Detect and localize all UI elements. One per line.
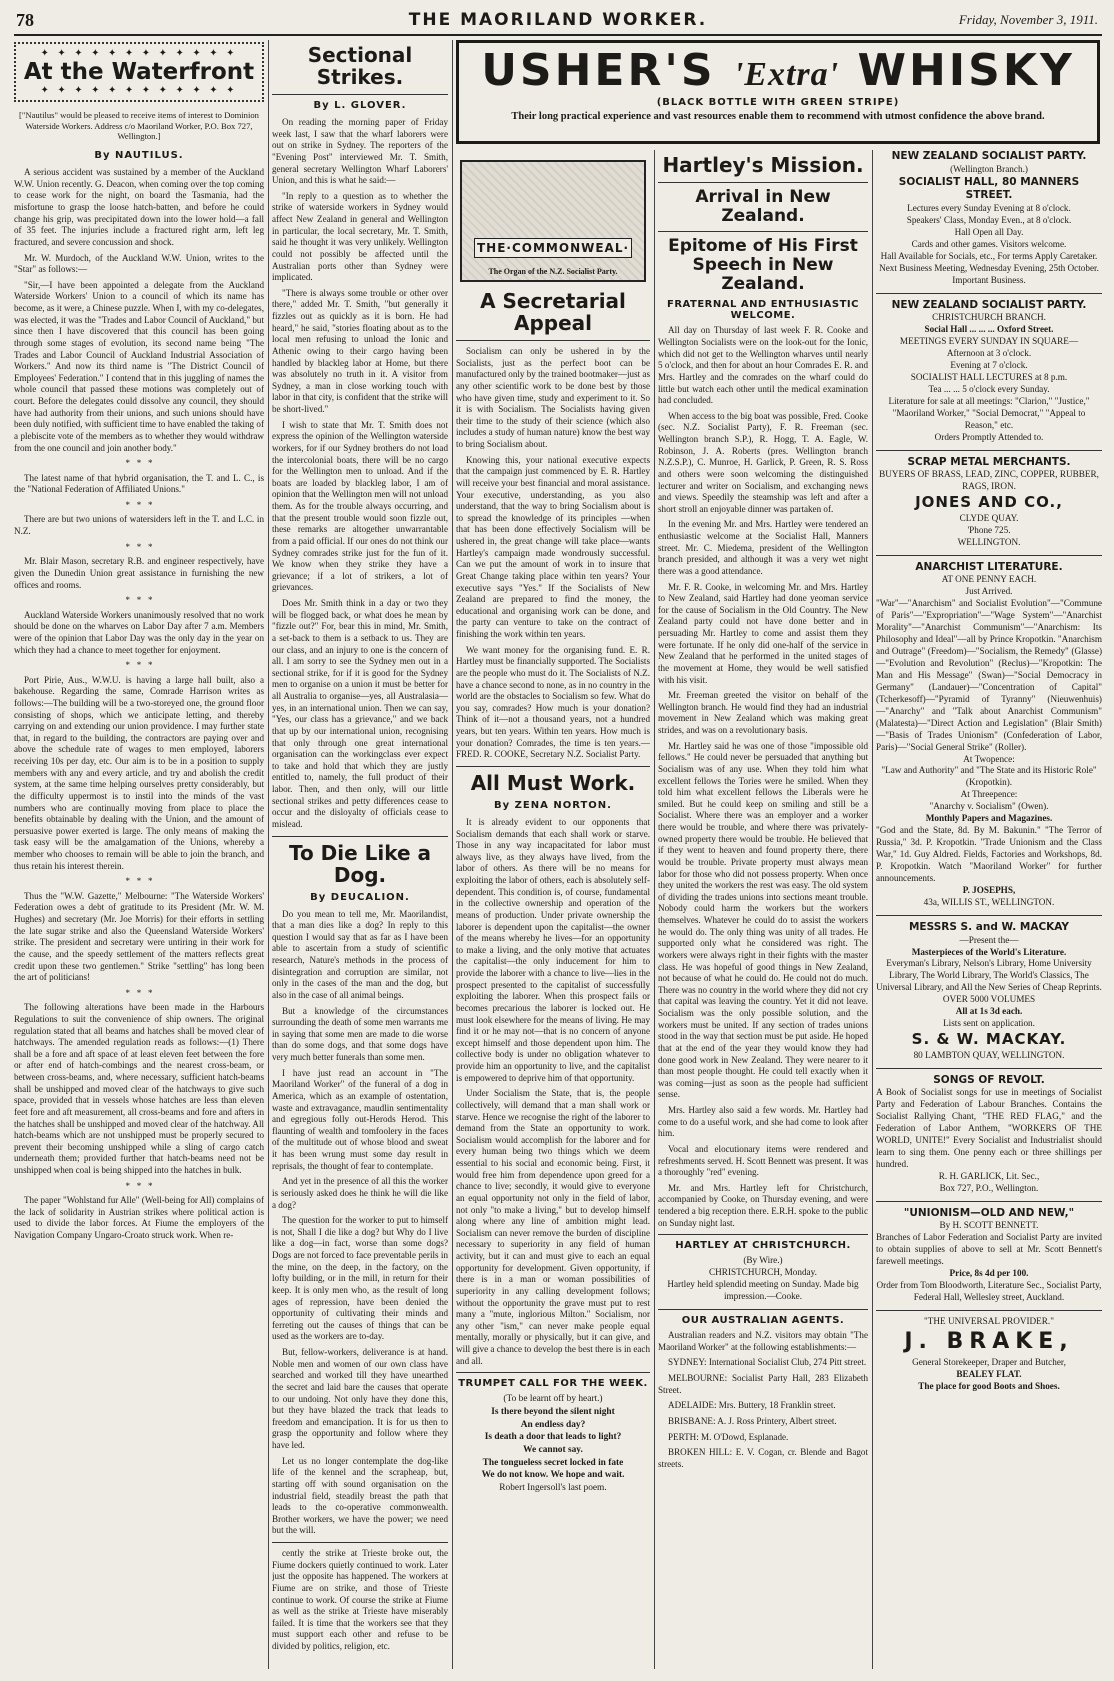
agents-title: OUR AUSTRALIAN AGENTS. bbox=[681, 1315, 845, 1327]
divider bbox=[876, 293, 1102, 294]
article-paragraph: It is already evident to our opponents that Socialism demands that each shall work or starve. Those in any way incapacitated for labor must always live, as they always have lived, from the labor of others. As there will be no means for exploiting the labor of others, each is absolutely self-dependent. This condition is, of course, fundamental in the collective ownership and operation of the means of production. Under private ownership the laborer is dependent upon the capitalist—the owner of the means whereby he lives—for an opportunity to make a living, and the only motive that actuates the capitalist—the only inducement for him to provide the laborer with a chance to live—lies in the prospect presented to the capitalist of successfully exploiting the laborer. When this prospect fails or becomes precarious the laborer is locked out. He must look elsewhere for the means of living. He may find it or he may not—that is no concern of anyone except himself and those dependent upon him. The collective body is under no obligation whatever to provide him an opportunity to live, and the capitalist is empowered to deprive him of that opportunity. bbox=[456, 816, 650, 1083]
article-paragraph: I wish to state that Mr. T. Smith does not express the opinion of the Wellington waterside workers, for if our Sydney brothers do not load the intercolonial boats, there will be no cargo for the Wellington men to unload. And if the boats are loaded by blackleg labor, I am of opinion that the Wellington men will not unload them. As for the trouble always occurring, and that the present trouble would soon fizzle out, these remarks are altogether unwarrantable from a paid official. If our ones do not think our Sydney comrades strike just for the fun of it. We know when they strike they have a grievance; if a lot of strikers, a lot of grievances. bbox=[272, 419, 448, 593]
column-waterfront bbox=[14, 40, 264, 1665]
column-commonweal bbox=[456, 150, 650, 1665]
advert-line: —Present the— bbox=[959, 934, 1019, 945]
advert-line: Next Business Meeting, Wednesday Evening, 25th October. Important Business. bbox=[879, 262, 1099, 285]
advert-line: CHRISTCHURCH BRANCH. bbox=[932, 312, 1046, 323]
verse-line: (To be learnt off by heart.) bbox=[503, 1394, 603, 1405]
advert-line: All at 1s 3d each. bbox=[955, 1006, 1023, 1017]
appeal-article bbox=[456, 346, 650, 761]
article-paragraph: There are but two unions of watersiders left in the T. and L.C. in N.Z. bbox=[14, 514, 264, 537]
advert-name: P. JOSEPHS, bbox=[962, 885, 1016, 895]
section-divider: * * * bbox=[125, 541, 153, 552]
trumpet-verse bbox=[456, 1393, 650, 1495]
mackay-advert bbox=[876, 921, 1102, 1062]
verse-line: Robert Ingersoll's last poem. bbox=[499, 1483, 607, 1494]
nzsp-christchurch-advert bbox=[876, 299, 1102, 444]
anarchist-literature-advert bbox=[876, 561, 1102, 909]
divider bbox=[876, 450, 1102, 451]
article-paragraph: Thus the "W.W. Gazette," Melbourne: "The Waterside Workers' Federation owes a debt of gratitude to its President (Mr. W. M. Hughes) and secretary (Mr. Joe Morris) for their efforts in settling the late sugar strike and also the Queensland Waterside Workers' strike. The president and secretary were untiring in their work for the cause, and the speedy settlement of the matters reflects great credit upon these two gentlemen." Strike "settling" has long been the art of politicians! bbox=[14, 890, 264, 983]
article-paragraph: I have just read an account in "The Maoriland Worker" of the funeral of a dog in America, which as an example of ostentation, waste and extravagance, maudlin sentimentality and egregious folly out-Herods Herod. This flaunting of wealth and tomfoolery in the faces of the multitude out of whose blood and sweat it has been wrung must some day result in reprisals, the thought of fear to contemplate. bbox=[272, 1067, 448, 1171]
advert-body: "God and the State, 8d. By M. Bakunin." "The Terror of Russia," 3d. P. Kropotkin. "Trade Unionism and the Class War," 1d. Guy Aldred. Fields, Factories and Workshops, 8d. P. Kropotkin. Watch "Maoriland Worker" for further announcements. bbox=[876, 825, 1102, 884]
article-paragraph: Mr. Hartley said he was one of those "impossible old fellows." He could never be persuaded that anything but Socialism was of any use. When they told him what excellent fellows the Tories were he smiled. When they told him what excellent fellows the Liberals were he smiled. But he could keep on smiling and still be a Socialist. Where there was an employer and a worker there would be trouble, and where there was privately-owned property there would be trouble. He believed that if they went to heaven and found property there, there would be trouble. Private property must always mean labor for those who did not possess property. When once they united the workers the rest was easy. The old system of dividing the trades unions into sections meant trouble. Nobody could harm the workers but the workers themselves. Whatever he could do to assist the workers he would do. The only thing was unity of all trades. He supported only what he considered was right. The workers were always right in their fights with the master class. He was hopeful of good things in New Zealand, not because of what he could do. He could not do much. There was no country in the world where they did not cry that capital was leaving the country. Yet it did not leave. Socialism was the only possible solution, and the workers must be united. If any section of trades unions stood in the way that section must be put aside. He hoped that at the end of the year they would know they had done good work in New Zealand. They were nearer to it than most people thought. He could tell exactly when it was coming—just as soon as the people had sufficient sense. bbox=[658, 740, 868, 1100]
advert-line: AT ONE PENNY EACH. bbox=[941, 574, 1037, 585]
article-paragraph: But, fellow-workers, deliverance is at hand. Noble men and women of our own class have searched and worked till they have unearthed the secret and laid bare the causes that operate to our undoing. Not only have they done this, but they have blazed the track that leads to freedom and emancipation. It is for us then to grasp the opportunity and follow where they have led. bbox=[272, 1347, 448, 1450]
allmust-article bbox=[456, 817, 650, 1367]
article-paragraph: Mr. W. Murdoch, of the Auckland W.W. Union, writes to the "Star" as follows:— bbox=[14, 252, 264, 275]
article-paragraph: The paper "Wohlstand fur Alle" (Well-being for All) complains of the lack of solidarity in Austrian strikes where political action is used to divide the labor forces. At Fiume the employers of the Navigation Company Ungaro-Croato struck work. When re- bbox=[14, 1195, 264, 1241]
continued-article bbox=[272, 1548, 448, 1653]
article-paragraph: When access to the big boat was possible, Fred. Cooke (sec. N.Z. Socialist Party), F. R. Freeman (sec. Wellington branch S.P.), R. Hogg, T. A. Eagle, W. Robinson, J. A. Roberts (pres. Wellington branch N.Z.S.P.), C. Munroe, H. Garlick, P. Green, R. S. Ross and others were soon welcoming the distinguished lecturer and writer on Socialism, and exchanging news and views. Speedily the steamship was left and after a short stroll an enjoyable dinner was partaken of. bbox=[658, 410, 868, 514]
hartley-welcome: FRATERNAL AND ENTHUSIASTIC WELCOME. bbox=[667, 299, 859, 322]
advert-body: A Book of Socialist songs for use in meetings of Socialist Party and Federation of Labour Branches. Contains the Socialist Rallying Chant, "THE RED FLAG," and the Federation of Labor Anthem, "WORKERS OF THE WORLD, UNITE!" Every Socialist and Industrialist should learn to sing them. One penny each or three shillings per hundred. bbox=[876, 1087, 1102, 1169]
advert-line: R. H. GARLICK, Lit. Sec., bbox=[938, 1170, 1040, 1181]
dog-byline: By DEUCALION. bbox=[310, 891, 410, 903]
article-paragraph: "There is always some trouble or other over there," added Mr. T. Smith, "but generally it fizzles out as quickly as it is born. He had heard," he said, "stories floating about as to the local men refusing to unload the Ionic and Athenic owing to their cargo having been handled by blackleg labor at Home, but there was absolutely no truth in it. A visitor from Sydney, a man in close working touch with labor in that city, is confident that the strike will be short-lived." bbox=[272, 287, 448, 414]
divider bbox=[876, 1068, 1102, 1069]
section-divider: * * * bbox=[125, 499, 153, 510]
advert-heading: SOCIALIST HALL, 80 MANNERS STREET. bbox=[898, 175, 1080, 202]
advert-line: Monthly Papers and Magazines. bbox=[925, 813, 1053, 824]
usher-tagline: Their long practical experience and vast resources enable them to recommend with utmost confidence the above brand. bbox=[511, 111, 1045, 122]
agent-entry: BROKEN HILL: E. V. Cogan, cr. Blende and Bagot streets. bbox=[658, 1447, 868, 1469]
advert-line: At Threepence: bbox=[960, 789, 1018, 800]
agents-list bbox=[658, 1330, 868, 1470]
page-number: 78 bbox=[16, 10, 34, 30]
divider bbox=[272, 1542, 448, 1543]
verse-line: An endless day? bbox=[520, 1419, 586, 1430]
divider bbox=[272, 836, 448, 837]
agent-entry: SYDNEY: International Socialist Club, 274 Pitt street. bbox=[668, 1357, 867, 1368]
article-paragraph: In the evening Mr. and Mrs. Hartley were tendered an enthusiastic welcome at the Socialist Hall, Manners street. Mr. C. Miedema, president of the Wellington branch presided, and although it was a very wet night there was a good attendance. bbox=[658, 519, 868, 576]
advert-name: J. BRAKE, bbox=[904, 1329, 1074, 1355]
divider bbox=[658, 1309, 868, 1310]
advert-line: Literature for sale at all meetings: "Clarion," "Justice," "Maoriland Worker," "Social Democrat," "Appeal to Reason," etc. bbox=[888, 395, 1090, 430]
hartley-subtitle: Epitome of His First Speech in New Zealand. bbox=[668, 236, 858, 294]
advert-line: CLYDE QUAY. bbox=[959, 512, 1019, 523]
commonweal-title: THE·COMMONWEAL· bbox=[474, 238, 632, 258]
wire-place: CHRISTCHURCH, Monday. bbox=[709, 1267, 817, 1278]
wire-text: Hartley held splendid meeting on Sunday. Made big impression.—Cooke. bbox=[667, 1279, 859, 1302]
article-paragraph: Mr. Blair Mason, secretary R.B. and engineer respectively, have given the Dunedin Union great assistance in furnishing the new offices and rooms. bbox=[14, 556, 264, 590]
article-paragraph: Under Socialism the State, that is, the people collectively, will demand that a man shall work or starve. Hence we recognise the right of the laborer to demand from the State an opportunity to work. Socialism would accomplish for the laborer and for every human being two things which we deem essential to his social and economic being. First, it would free him from dependence upon greed for a chance to live; secondly, it would give to everyone an equal opportunity not only in the field of labor, not only "to make a living," but to develop himself along where any line of ambition might lead. Socialism can never remove the burden of discipline necessary to superiority in any field of human activity, but it can and must give to each an equal opportunity for development. Given opportunity, if there is in a man or woman possibilities of superiority in any calling development follows; without the opportunity the grave must put to rest many a "mute, inglorious Milton." Socialism, nor any other "ism," can never make people equal mentally, morally or physically, but it can give, and will give a chance to develop the best there is in each and all. bbox=[456, 1088, 650, 1366]
verse-line: The tongueless secret locked in fate bbox=[482, 1457, 624, 1468]
article-paragraph: Knowing this, your national executive expects that the campaign just commenced by E. R. Hartley will receive your best financial and moral assistance. Your executive, understanding, as you also understand, that the way to bring Socialism about is to spread the knowledge of its principles —when that has been done effectively Socialism will be ushered in, the great change will take place—wants Hartley's campaign made wondrously successful. Can we put the amount of work in to insure that Great Change taking place within ten years? Your executive says "Yes." If the Socialists of New Zealand are prepared to find the money, the educational and organising work can be done, and the party can venture to take on the contract of finishing the work within ten years. bbox=[456, 454, 650, 639]
advert-name: JONES AND CO., bbox=[915, 493, 1063, 512]
divider bbox=[876, 1310, 1102, 1311]
advert-heading: ANARCHIST LITERATURE. bbox=[915, 560, 1063, 573]
advert-line: WELLINGTON. bbox=[957, 536, 1021, 547]
column-rule bbox=[654, 150, 655, 1669]
usher-name: USHER'S bbox=[481, 45, 716, 96]
article-paragraph: Port Pirie, Aus., W.W.U. is having a large hall built, also a bakehouse. Regarding the same, Comrade Harrison writes as follows:—The building will be a two-storeyed one, the ground floor consisting of shops, which we anticipate letting, and thereby carrying on and extending our union providence. I may further state that, in regard to the building, the contractors are paying over and above the schedule rate of wages to men employed, laborers receiving 10s per day, etc. Our aim is to be in a position to supply members with any and every article, and try and abolish the credit system, at the same time helping ourselves pretty considerably, but the difficulty uppermost is to instil into the minds of the vast numbers who are continually moving from place to place the benefits obtainable by dealing with the Union, and the amount of persuasive power exerted is large. The only means of making the task easy will be the amalgamation of the Unions, whereby a member who chooses to remain will be able to join the branch, and thus retain his interest therein. bbox=[14, 674, 264, 871]
section-divider: * * * bbox=[125, 1180, 153, 1191]
advert-line: "Law and Authority" and "The State and its Historic Role" (Kropotkin). bbox=[881, 765, 1097, 788]
sectional-title: Sectional Strikes. bbox=[307, 43, 413, 89]
divider bbox=[876, 1201, 1102, 1202]
advert-line: Speakers' Class, Monday Even., at 8 o'clock. bbox=[906, 214, 1072, 225]
advert-heading: "THE UNIVERSAL PROVIDER." bbox=[924, 1316, 1054, 1327]
advert-line: Hall Open all Day. bbox=[954, 226, 1024, 237]
article-paragraph: Vocal and elocutionary items were rendered and refreshments served. H. Scott Bennett was present. It was a thoroughly "red" evening. bbox=[658, 1143, 868, 1178]
agent-entry: ADELAIDE: Mrs. Buttery, 18 Franklin street. bbox=[668, 1400, 836, 1411]
article-paragraph: The latest name of that hybrid organisation, the T. and L. C., is the "National Federation of Affiliated Unions." bbox=[14, 472, 264, 495]
section-divider: * * * bbox=[125, 876, 153, 887]
allmust-title: All Must Work. bbox=[470, 770, 636, 795]
advert-body: "War"—"Anarchism" and Socialist Evolution"—"Commune of Paris"—"Expropriation"—"Wage System"—"Anarchist Morality"—"Anarchist Communism"—"Anarchism: Its Philosophy and Ideal"—all by Prince Kropotkin. "Anarchism and Outrage" (Freedom)—"Socialism, the Remedy" (Glasse)—"Evolution and Revolution" (Reclus)—"Kropotkin: The Man and His Message" (Swan)—"Social Democracy in Germany" (Landauer)—"Concentration of Capital" (Tcherkesoff)—"Pyramid of Tyranny" (Nieuwenhuis)—"Anarchy" and "Talk about Anarchist Communism" (Malatesta)—"Direct Action and Legislation" (Blair Smith)—"Basis of Trades Unionism" (Confederation of Labor, Paris)—"Social General Strike" (Roller). bbox=[876, 598, 1102, 752]
advert-heading: SONGS OF REVOLT. bbox=[933, 1073, 1045, 1086]
advert-line: The place for good Boots and Shoes. bbox=[918, 1380, 1060, 1391]
scrap-metal-advert bbox=[876, 456, 1102, 549]
article-paragraph: The question for the worker to put to himself is not, Shall I die like a dog? but Why do I live like a dog—in fact, worse than some dogs? Dogs are not forced to face preventable perils in the mine, on the deep, in the factory, on the lofty building, or in the mill, in return for their keep. It is only men who, as the result of long ages of repression, have been denied the opportunity of cultivating their minds and ferreting out the causes of things that can be used as the workers are to-day. bbox=[272, 1215, 448, 1342]
appeal-title: A Secretarial Appeal bbox=[480, 289, 626, 335]
advert-line: General Storekeeper, Draper and Butcher, bbox=[912, 1356, 1066, 1367]
divider bbox=[876, 915, 1102, 916]
advert-line: (Wellington Branch.) bbox=[950, 163, 1028, 174]
advert-line: MEETINGS EVERY SUNDAY IN SQUARE— bbox=[899, 336, 1079, 347]
advert-line: 'Phone 725. bbox=[967, 524, 1011, 535]
column-sectional bbox=[272, 40, 448, 1665]
article-paragraph: Socialism can only be ushered in by the Socialists, just as the perfect boot can be manufactured only by the trained bootmaker—just as any other scientific work to be done best by those who have given time, study and experiment to it. So it is with Socialism. The Socialists having given their time to the study of their science (which also includes a study of human nature) know the best way to bring Socialism about. bbox=[456, 346, 650, 449]
star-border-icon: ✦ ✦ ✦ ✦ ✦ ✦ ✦ ✦ ✦ ✦ ✦ ✦ bbox=[40, 48, 238, 59]
waterfront-note: ["Nautilus" would be pleased to receive items of interest to Dominion Waterside Workers. Address c/o Maoriland Worker, P.O. Box 727, Wellington.] bbox=[19, 110, 259, 142]
hartley-title: Hartley's Mission. bbox=[662, 153, 864, 177]
unionism-advert bbox=[876, 1207, 1102, 1304]
waterfront-header-box bbox=[14, 42, 264, 102]
advert-line: Just Arrived. bbox=[965, 586, 1013, 597]
advert-line: Cards and other games. Visitors welcome. bbox=[911, 238, 1067, 249]
usher-whisky-advert bbox=[456, 40, 1100, 144]
article-paragraph: "In reply to a question as to whether the strike of waterside workers in Sydney would affect New Zealand in general and Wellington in particular, the local secretary, Mr. T. Smith, said he thought it was very unlikely. Wellington could not possibly be affected until the Australian ports other than Sydney were implicated. bbox=[272, 190, 448, 283]
dog-title: To Die Like a Dog. bbox=[288, 840, 432, 887]
advert-line: OVER 5000 VOLUMES bbox=[942, 994, 1036, 1005]
divider bbox=[658, 231, 868, 232]
section-divider: * * * bbox=[125, 595, 153, 606]
advert-line: Lists sent on application. bbox=[943, 1018, 1035, 1029]
waterfront-title: At the Waterfront bbox=[23, 59, 255, 85]
waterfront-byline: By NAUTILUS. bbox=[94, 150, 184, 162]
advert-line: BUYERS OF BRASS, LEAD, ZINC, COPPER, RUBBER, RAGS, IRON. bbox=[879, 469, 1099, 492]
waterfront-article bbox=[14, 167, 264, 1242]
usher-whisky: WHISKY bbox=[857, 45, 1075, 96]
advert-line: "Anarchy v. Socialism" (Owen). bbox=[929, 801, 1049, 812]
verse-line: We cannot say. bbox=[523, 1445, 583, 1455]
article-paragraph: But a knowledge of the circumstances surrounding the death of some men warrants me in saying that some men are made to die worse than do some dogs, and that some dogs have very much better funerals than some men. bbox=[272, 1005, 448, 1062]
article-paragraph: "Sir,—I have been appointed a delegate from the Auckland Waterside Workers' Union to a council of which its name has become, as it were, a Chinese puzzle. When I, with my co-delegates, was elected, it was the "Trades and Labor Council of Auckland," but since then I have discovered that this council has been going through some stages of evolution, its second name being "The Trades and Labor Council of Auckland Industrial Association of Workers." And now its third name is "The District Council of Employees' Federation." I contend that in this juggling of names the whole council that passed these motions was completely out of court. Before the delegates could dissolve any council, they should have had authority from their unions, and such unions should have been duly notified, with sufficient time to have enabled the taking of a plebiscite vote of the members as to whether they would withdraw from the one council and join another body." bbox=[14, 279, 264, 453]
universal-provider-advert bbox=[876, 1316, 1102, 1392]
verse-line: Is there beyond the silent night bbox=[491, 1406, 615, 1417]
hartley-article bbox=[658, 325, 868, 1229]
divider bbox=[658, 182, 868, 183]
advert-line: Price, 8s 4d per 100. bbox=[949, 1268, 1029, 1279]
section-divider: * * * bbox=[125, 660, 153, 671]
article-paragraph: Does Mr. Smith think in a day or two they will be flogged back, or what does he mean by "fizzle out?" For, bear this in mind, Mr. Smith, a set-back to them is a setback to us. They are our class, and an injury to one is the concern of all. I am sorry to see the Sydney men out in a sectional strike, for if it is good for the Sydney men to organise on a union it must be better for all Australia to organise—yes, all Australasia—yes, in an international union. Then we can say, "Yes, our class has a grievance," and we back that up by our international union, recognising that only through one great international organisation can the workingclass ever expect to take and hold that which they are justly entitled to, namely, the full product of their labor. Then, and then only, will our little sectional strikes and petty differences cease to occur and the disloyalty of officials cease to mislead. bbox=[272, 598, 448, 829]
advert-line: Masterpieces of the World's Literature. bbox=[911, 946, 1067, 957]
article-paragraph: Let us no longer contemplate the dog-like life of the kennel and the scrapheap, but, starting off with sound organisation on the industrial field, steadily breast the path that leads to the co-operative commonwealth. Brother workers, we have the power; we need but the will. bbox=[272, 1455, 448, 1536]
divider bbox=[876, 555, 1102, 556]
advert-line: Hall Available for Socials, etc., For terms Apply Caretaker. bbox=[880, 250, 1098, 261]
agent-entry: PERTH: M. O'Dowd, Esplanade. bbox=[668, 1431, 789, 1442]
article-paragraph: The following alterations have been made in the Harbours Regulations to suit the convenience of ship owners. The original regulation stated that all beams and hatches shall be moved clear of hatchways. The amended regulation reads as follows:—(1) There shall be a fore and aft space of at least eleven feet between the fore or after end of hatch-combings and the nearest cross-beam, or between cross-beams, and, where necessary, sufficient hatch-beams shall be unshipped and moved clear of the hatchways to give such space, provided that in vessels whose hatches are less than eleven feet fore and aft measurement, all cross-beams and fore and afters in the hatches shall be unshipped and moved clear of the hatchway. All hatch-beams which are not unshipped must be properly secured to prevent their becoming unshipped while a sling of cargo catch underneath them; provided further that hatch-beams need not be unshipped when coal is being shipped into the hatches in bulk. bbox=[14, 1002, 264, 1176]
divider bbox=[272, 94, 448, 95]
advert-line: By H. SCOTT BENNETT. bbox=[939, 1220, 1039, 1231]
advert-heading: NEW ZEALAND SOCIALIST PARTY. bbox=[891, 298, 1087, 311]
advert-heading: SCRAP METAL MERCHANTS. bbox=[907, 455, 1071, 468]
allmust-byline: By ZENA NORTON. bbox=[494, 799, 612, 811]
article-paragraph: All day on Thursday of last week F. R. Cooke and Wellington Socialists were on the look-out for the Ionic, which did not get to the Wellington wharves until nearly 5 o'clock, and then for about an hour Comrades E. R. and Mrs. Hartley and the comrades on the wharf could do little but watch each other until the medical examination had concluded. bbox=[658, 325, 868, 406]
advert-line: Afternoon at 3 o'clock. bbox=[946, 348, 1032, 359]
divider bbox=[456, 766, 650, 767]
article-paragraph: Mr. Freeman greeted the visitor on behalf of the Wellington branch. He would find they had an industrial movement in New Zealand which was making great strides, and was on a revolutionary basis. bbox=[658, 690, 868, 736]
issue-date: Friday, November 3, 1911. bbox=[958, 12, 1098, 27]
advert-body: Branches of Labor Federation and Socialist Party are invited to obtain supplies of above to sell at Mr. Scott Bennett's farewell meetings. bbox=[876, 1232, 1102, 1267]
advert-line: 80 LAMBTON QUAY, WELLINGTON. bbox=[913, 1049, 1065, 1060]
article-paragraph: Mr. F. R. Cooke, in welcoming Mr. and Mrs. Hartley to New Zealand, said Hartley had done yeoman service for the cause of Socialism in the Old Country. The New Zealand party could not have done better and in persuading Mr. Hartley to come and assist them they were fortunate. If he only did one-half of the service in New Zealand that he performed in the united stages of the movement at Home, they would be well satisfied with his visit. bbox=[658, 581, 868, 685]
advert-line: Orders Promptly Attended to. bbox=[934, 431, 1044, 442]
advert-line: Tea ... ... 5 o'clock every Sunday. bbox=[928, 383, 1050, 394]
article-paragraph: Mr. and Mrs. Hartley left for Christchurch, accompanied by Cooke, on Thursday evening, and were tendered a big reception there. E.R.H. spoke to the public on Sunday night last. bbox=[658, 1182, 868, 1228]
agents-intro: Australian readers and N.Z. visitors may obtain "The Maoriland Worker" at the following establishments:— bbox=[658, 1330, 868, 1352]
column-hartley bbox=[658, 150, 868, 1665]
commonweal-organ: The Organ of the N.Z. Socialist Party. bbox=[488, 267, 618, 277]
article-paragraph: And yet in the presence of all this the worker is seriously asked does he think he will die like a dog? bbox=[272, 1176, 448, 1210]
advert-line: Lectures every Sunday Evening at 8 o'clock. bbox=[907, 202, 1071, 213]
christchurch-title: HARTLEY AT CHRISTCHURCH. bbox=[675, 1240, 851, 1252]
verse-line: We do not know. We hope and wait. bbox=[481, 1470, 625, 1481]
wire-label: (By Wire.) bbox=[743, 1255, 783, 1266]
article-paragraph: Mrs. Hartley also said a few words. Mr. Hartley had come to do a useful work, and she had come to look after him. bbox=[658, 1105, 868, 1139]
column-adverts bbox=[876, 150, 1102, 1665]
advert-line: Order from Tom Bloodworth, Literature Sec., Socialist Party, Federal Hall, Wellesley street, Auckland. bbox=[876, 1280, 1102, 1303]
advert-line: Box 727, P.O., Wellington. bbox=[939, 1182, 1039, 1193]
advert-name: S. & W. MACKAY. bbox=[911, 1030, 1067, 1049]
advert-line: SOCIALIST HALL LECTURES at 8 p.m. bbox=[910, 371, 1068, 382]
usher-headline bbox=[459, 45, 1097, 96]
column-rule bbox=[268, 40, 269, 1669]
article-paragraph: Do you mean to tell me, Mr. Maorilandist, that a man dies like a dog? In reply to this question I would say that as far as I have been able to ascertain from a study of scientific research, Nature's methods in the process of disintegration and corruption are similar, not only in the cases of the man and the dog, but also in the case of all animal beings. bbox=[272, 908, 448, 1000]
article-paragraph: Auckland Waterside Workers unanimously resolved that no work should be done on the wharves on Labor Day after 7 a.m. Members were of the opinion that Labor Day was the only day in the year on which they had a chance to meet together for enjoyment. bbox=[14, 609, 264, 655]
article-paragraph: cently the strike at Trieste broke out, the Fiume dockers quietly continued to work. Later just the opposite has happened. The workers at Fiume are on strike, and those of Trieste continue to work. Of course the strike at Fiume as well as the strike at Trieste have miserably failed. It is time that the workers see that they must support each other and refuse to be divided by politics, religion, etc. bbox=[272, 1548, 448, 1651]
advert-line: 43a, WILLIS ST., WELLINGTON. bbox=[923, 896, 1055, 907]
advert-line: Social Hall ... ... ... Oxford Street. bbox=[924, 324, 1054, 335]
advert-heading: NEW ZEALAND SOCIALIST PARTY. bbox=[891, 150, 1087, 162]
nzsp-wellington-advert bbox=[876, 150, 1102, 287]
trumpet-title: TRUMPET CALL FOR THE WEEK. bbox=[458, 1378, 648, 1390]
agent-entry: BRISBANE: A. J. Ross Printery, Albert street. bbox=[668, 1415, 837, 1426]
advert-heading: MESSRS S. and W. MACKAY bbox=[908, 920, 1070, 933]
divider bbox=[456, 340, 650, 341]
column-rule bbox=[452, 40, 453, 1669]
divider bbox=[456, 1372, 650, 1373]
hartley-subtitle: Arrival in New Zealand. bbox=[695, 187, 831, 226]
masthead bbox=[14, 8, 1102, 36]
usher-extra: 'Extra' bbox=[733, 56, 840, 93]
advert-line: At Twopence: bbox=[963, 753, 1015, 764]
songs-of-revolt-advert bbox=[876, 1074, 1102, 1195]
sectional-byline: By L. GLOVER. bbox=[313, 100, 407, 111]
commonweal-masthead bbox=[460, 160, 646, 282]
dog-article bbox=[272, 909, 448, 1538]
section-divider: * * * bbox=[125, 458, 153, 469]
agent-entry: MELBOURNE: Socialist Party Hall, 283 Elizabeth Street. bbox=[658, 1373, 868, 1395]
article-paragraph: A serious accident was sustained by a member of the Auckland W.W. Union recently. G. Deacon, when coming over the top coming to cease work for the night, on board the Tasmania, had the misfortune to grasp the loose hatch-batten, and before he could change his grip, was precipitated down into the lower hold—a fall of 35 feet. The injuries include a fractured right arm, left leg fractured, and severe concussion and shock. bbox=[14, 167, 264, 247]
article-paragraph: We want money for the organising fund. E. R. Hartley must be financially supported. The Socialists are the people who must do it. The Socialists of N.Z. have a chance second to none, as in no country in the world are the obstacles to Socialism so few. What do you say, comrades? How much is your donation? Think of it—not a thousand years, not a hundred years, but ten years. Within ten years. How much is your donation? Comrades, the time is ten years.—FRED. R. COOKE, Secretary N.Z. Socialist Party. bbox=[456, 644, 650, 760]
advert-body: Everyman's Library, Nelson's Library, Home University Library, The World Library, The World's Classics, The Universal Library, and All the New Series of Cheap Reprints. bbox=[876, 958, 1102, 993]
sectional-article bbox=[272, 117, 448, 831]
advert-heading: "UNIONISM—OLD AND NEW," bbox=[903, 1206, 1075, 1219]
verse-line: Is death a door that leads to light? bbox=[484, 1432, 622, 1443]
section-divider: * * * bbox=[125, 987, 153, 998]
advert-line: BEALEY FLAT. bbox=[956, 1368, 1022, 1379]
divider bbox=[658, 1234, 868, 1235]
article-paragraph: On reading the morning paper of Friday week last, I saw that the wharf laborers were out on strike in Sydney. The reporters of the "Evening Post" interviewed Mr. T. Smith, general secretary Wellington Wharf Laborers' Union, and this is what he said:— bbox=[272, 117, 448, 186]
star-border-icon: ✦ ✦ ✦ ✦ ✦ ✦ ✦ ✦ ✦ ✦ ✦ ✦ bbox=[40, 85, 238, 96]
christchurch-wire bbox=[658, 1255, 868, 1303]
column-rule bbox=[872, 150, 873, 1669]
newspaper-title: THE MAORILAND WORKER. bbox=[408, 10, 708, 30]
advert-line: Evening at 7 o'clock. bbox=[950, 360, 1028, 370]
usher-subtitle: (BLACK BOTTLE WITH GREEN STRIPE) bbox=[656, 97, 900, 108]
